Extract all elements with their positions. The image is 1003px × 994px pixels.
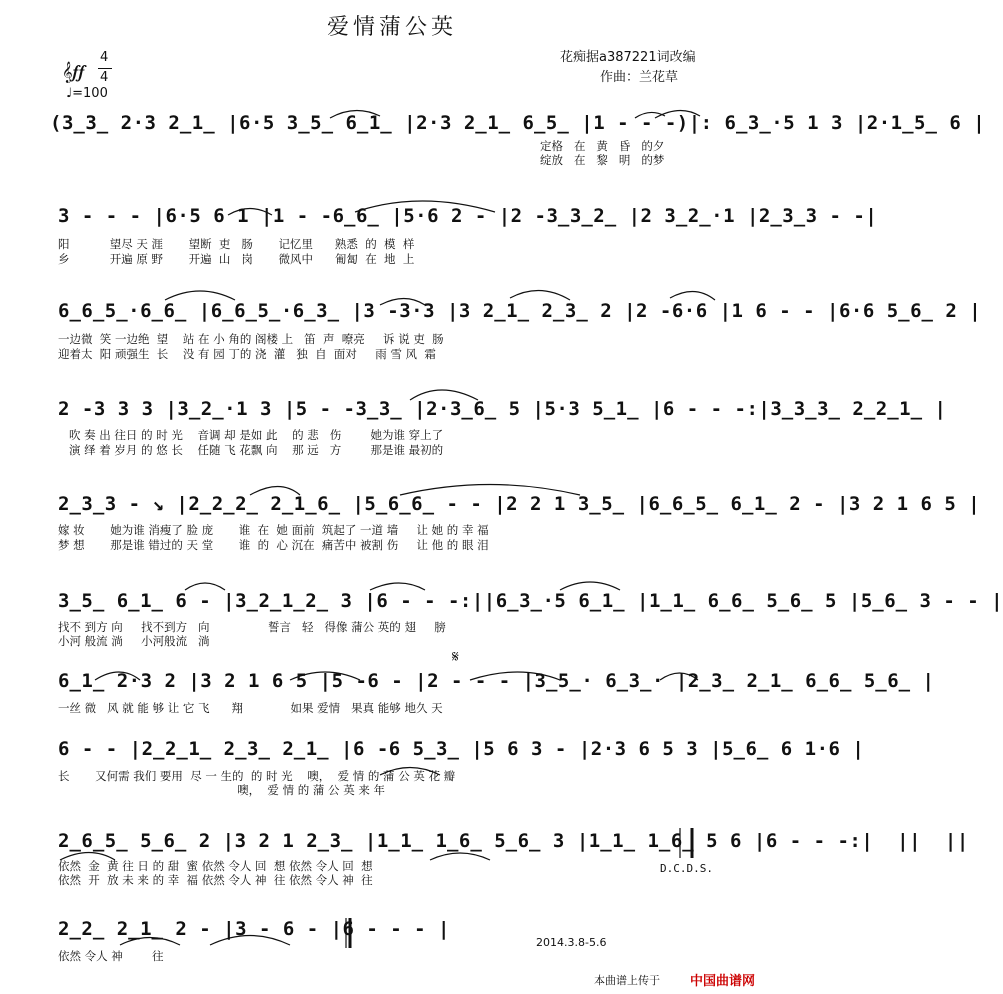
dc-ds-mark: D.C.D.S. [660,862,713,875]
lyric-row-6-line-1: 找不 到方 向 找不到方 向 誓言 轻 得像 蒲公 英的 翅 膀 [58,620,446,634]
date-stamp: 2014.3.8-5.6 [536,936,607,949]
lyric-row-9-line-1: 依然 金 黄 往 日 的 甜 蜜 依然 令人 回 想 依然 令人 回 想 [58,859,373,873]
lyric-row-10-line-1: 依然 令人 神 往 [58,949,164,963]
upload-note: 本曲谱上传于 [594,974,660,987]
notation-row-6: 3̲5̲ 6̲1̲ 6 - |3̲2̲1̲2̲ 3 |6 - - -:||6̲3̲·5 6̲1̲ |1̲1̲ 6̲6̲ 5̲6̲ 5 |5̲6̲ 3 - - | [58,590,1003,612]
notation-row-3: 6̲6̲5̲·6̲6̲ |6̲6̲5̲·6̲3̲ |3 -3·3 |3 2̲1̲ 2̲3̲ 2 |2 -6·6 |1 6 - - |6·6 5̲6̲ 2 | [58,300,982,322]
lyric-row-1-line-2: 绽放 在 黎 明 的梦 [540,153,665,167]
notation-row-5: 2̲3̲3 - ↘ |2̲2̲2̲ 2̲1̲6̲ |5̲6̲6̲ - - |2 2 1 3̲5̲ |6̲6̲5̲ 6̲1̲ 2 - |3 2 1 6 5 | [58,493,981,515]
notation-row-2: 3 - - - |6·5 6 1 |1 - -6̲6̲ |5·6 2 - |2 -3̲3̲2̲ |2 3̲2̲·1 |2̲3̲3 - -| [58,205,878,227]
lyric-row-8-line-2: 噢， 爱 情 的 蒲 公 英 来 年 [58,783,386,797]
notation-row-7: 6̲1̲ 2·3 2 |3 2 1 6 5 |5 -6 - |2 - - - |3̲5̲· 6̲3̲· |2̲3̲ 2̲1̲ 6̲6̲ 5̲6̲ | [58,670,935,692]
lyric-row-5-line-2: 梦 想 那是谁 错过的 天 堂 谁 的 心 沉在 痛苦中 被割 伤 让 他 的 眼 泪 [58,538,489,552]
notation-row-9: 2̲6̲5̲ 5̲6̲ 2 |3 2 1 2̲3̲ |1̲1̲ 1̲6̲ 5̲6̲ 3 |1̲1̲ 1̲6̲ 5 6 |6 - - -:| || || [58,830,969,852]
notation-row-10: 2̲2̲ 2̲1̲ 2 - |3 - 6 - |6 - - - | [58,918,450,940]
key-signature: 𝄞𝆑𝆑 [62,62,85,83]
notation-row-4: 2 -3 3 3 |3̲2̲·1 3 |5 - -3̲3̲ |2·3̲6̲ 5 |5·3 5̲1̲ |6 - - -:|3̲3̲3̲ 2̲2̲1̲ | [58,398,947,420]
lyric-row-4-line-1: 吹 奏 出 往日 的 时 光 音调 却 是如 此 的 悲 伤 她为谁 穿上了 [58,428,444,442]
lyric-row-2-line-1: 阳 望尽 天 涯 望断 吏 肠 记忆里 熟悉 的 模 样 [58,237,415,251]
song-title: 爱情蒲公英 [326,15,457,40]
tempo-mark: ♩=100 [66,86,108,101]
time-signature-line [98,68,112,69]
lyric-row-2-line-2: 乡 开遍 原 野 开遍 山 岗 微风中 匍匐 在 地 上 [58,252,415,266]
lyricist-credit: 花痴据a387221词改编 [560,50,696,65]
site-logo[interactable]: 中国曲谱网 [690,974,756,989]
time-signature-top: 4 [100,50,109,65]
lyric-row-1-line-1: 定格 在 黄 昏 的夕 [540,139,665,153]
lyric-row-7-line-1: 一丝 微 风 就 能 够 让 它 飞 翔 如果 爱情 果真 能够 地久 天 [58,701,443,715]
notation-row-1: (3̲3̲ 2·3 2̲1̲ |6·5 3̲5̲ 6̲1̲ |2·3 2̲1̲ 6̲5̲ |1 - - -)|: 6̲3̲·5 1 3 |2·1̲5̲ 6 | [50,112,986,134]
lyric-row-4-line-2: 演 绎 着 岁月 的 悠 长 任随 飞 花飘 向 那 远 方 那是谁 最初的 [58,443,444,457]
notation-row-8: 6 - - |2̲2̲1̲ 2̲3̲ 2̲1̲ |6 -6 5̲3̲ |5 6 3 - |2·3 6 5 3 |5̲6̲ 6 1·6 | [58,738,865,760]
lyric-row-5-line-1: 嫁 妆 她为谁 消瘦了 脸 庞 谁 在 她 面前 筑起了 一道 墙 让 她 的 幸 福 [58,523,489,537]
lyric-row-9-line-2: 依然 开 放 未 来 的 幸 福 依然 令人 神 往 依然 令人 神 往 [58,873,373,887]
lyric-row-3-line-1: 一边微 笑 一边绝 望 站 在 小 角的 阁楼 上 笛 声 嘹亮 诉 说 吏 肠 [58,332,444,346]
lyric-row-8-line-1: 长 又何需 我们 要用 尽 一 生的 的 时 光 噢， 爱 情 的 蒲 公 英 花 瓣 [58,769,456,783]
lyric-row-6-line-2: 小河 般流 淌 小河般流 淌 [58,634,210,648]
time-signature-bottom: 4 [100,70,109,85]
lyric-row-3-line-2: 迎着太 阳 顽强生 长 没 有 园 丁的 浇 灌 独 自 面对 雨 雪 风 霜 [58,347,436,361]
composer-credit: 作曲：兰花草 [600,70,679,85]
segno-sign: 𝄋 [452,647,459,666]
